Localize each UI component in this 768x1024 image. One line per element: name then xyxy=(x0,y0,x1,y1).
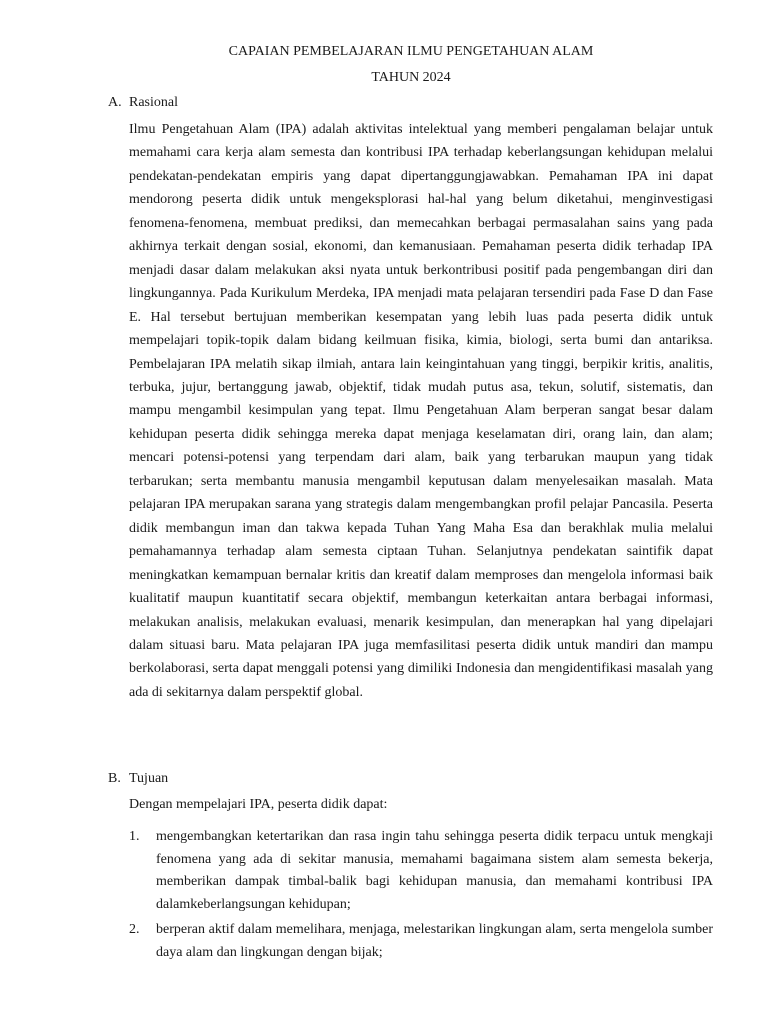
section-a-heading xyxy=(108,95,178,111)
section-b-heading xyxy=(108,771,168,787)
section-b-letter: B. xyxy=(108,771,121,786)
document-year: TAHUN 2024 xyxy=(371,70,451,85)
objectives-list xyxy=(129,826,713,964)
list-item xyxy=(129,919,713,964)
section-b-intro: Dengan mempelajari IPA, peserta didik dapat: xyxy=(129,797,388,812)
list-item-number: 1. xyxy=(129,829,140,844)
section-a-paragraph: Ilmu Pengetahuan Alam (IPA) adalah aktivitas intelektual yang memberi pengalaman belajar untuk memahami cara kerja alam semesta dan kontribusi IPA terhadap keberlangsungan kehidupan melalui pendekatan-pendekatan empiris yang dapat dipertanggungjawabkan. Pemahaman IPA ini dapat mendorong peserta didik untuk mengeksplorasi hal-hal yang belum diketahui, menginvestigasi fenomena-fenomena, membuat prediksi, dan memecahkan berbagai permasalahan sains yang pada akhirnya terkait dengan sosial, ekonomi, dan kemanusiaan. Pemahaman peserta didik terhadap IPA menjadi dasar dalam melakukan aksi nyata untuk berkontribusi positif pada pengembangan diri dan lingkungannya. Pada Kurikulum Merdeka, IPA menjadi mata pelajaran tersendiri pada Fase D dan Fase E. Hal tersebut bertujuan memberikan kesempatan yang lebih luas pada peserta didik untuk mempelajari topik-topik dalam bidang keilmuan fisika, kimia, biologi, serta bumi dan antariksa. Pembelajaran IPA melatih sikap ilmiah, antara lain keingintahuan yang tinggi, berpikir kritis, analitis, terbuka, jujur, bertanggung jawab, objektif, tidak mudah putus asa, tekun, solutif, sistematis, dan mampu mengambil kesimpulan yang tepat. Ilmu Pengetahuan Alam berperan sangat besar dalam kehidupan peserta didik sehingga mereka dapat menjaga keselamatan diri, orang lain, dan alam; mencari potensi-potensi yang terpendam dari alam, baik yang terbarukan maupun yang tidak terbarukan; serta membantu manusia mengambil keputusan dalam menyelesaikan masalah. Mata pelajaran IPA merupakan sarana yang strategis dalam mengembangkan profil pelajar Pancasila. Peserta didik membangun iman dan takwa kepada Tuhan Yang Maha Esa dan berakhlak mulia melalui pemahamannya terhadap alam semesta ciptaan Tuhan. Selanjutnya pendekatan saintifik dapat meningkatkan kemampuan bernalar kritis dan kreatif dalam memproses dan mengelola informasi baik kualitatif maupun kuantitatif secara objektif, membangun keterkaitan antara berbagai informasi, melakukan analisis, melakukan evaluasi, menarik kesimpulan, dan menerapkan hal yang dipelajari dalam situasi baru. Mata pelajaran IPA juga memfasilitasi peserta didik untuk mandiri dan mampu berkolaborasi, serta dapat menggali potensi yang dimiliki Indonesia dan mengidentifikasi masalah yang ada di sekitarnya dalam perspektif global. xyxy=(129,122,713,700)
section-b-title: Tujuan xyxy=(129,771,169,786)
list-item-text: mengembangkan ketertarikan dan rasa ingin tahu sehingga peserta didik terpacu untuk mengkaji fenomena yang ada di sekitar manusia, memahami bagaimana sistem alam semesta bekerja, memberikan dampak timbal-balik bagi kehidupan manusia, dan memahami kontribusi IPA dalamkeberlangsungan kehidupan; xyxy=(156,829,713,912)
section-a-title: Rasional xyxy=(129,95,178,110)
document-title: CAPAIAN PEMBELAJARAN ILMU PENGETAHUAN ALAM xyxy=(228,44,594,59)
section-a-letter: A. xyxy=(108,95,122,110)
list-item-number: 2. xyxy=(129,922,140,937)
list-item-text: berperan aktif dalam memelihara, menjaga, melestarikan lingkungan alam, serta mengelola sumber daya alam dan lingkungan dengan bijak; xyxy=(156,922,713,960)
list-item xyxy=(129,826,713,916)
